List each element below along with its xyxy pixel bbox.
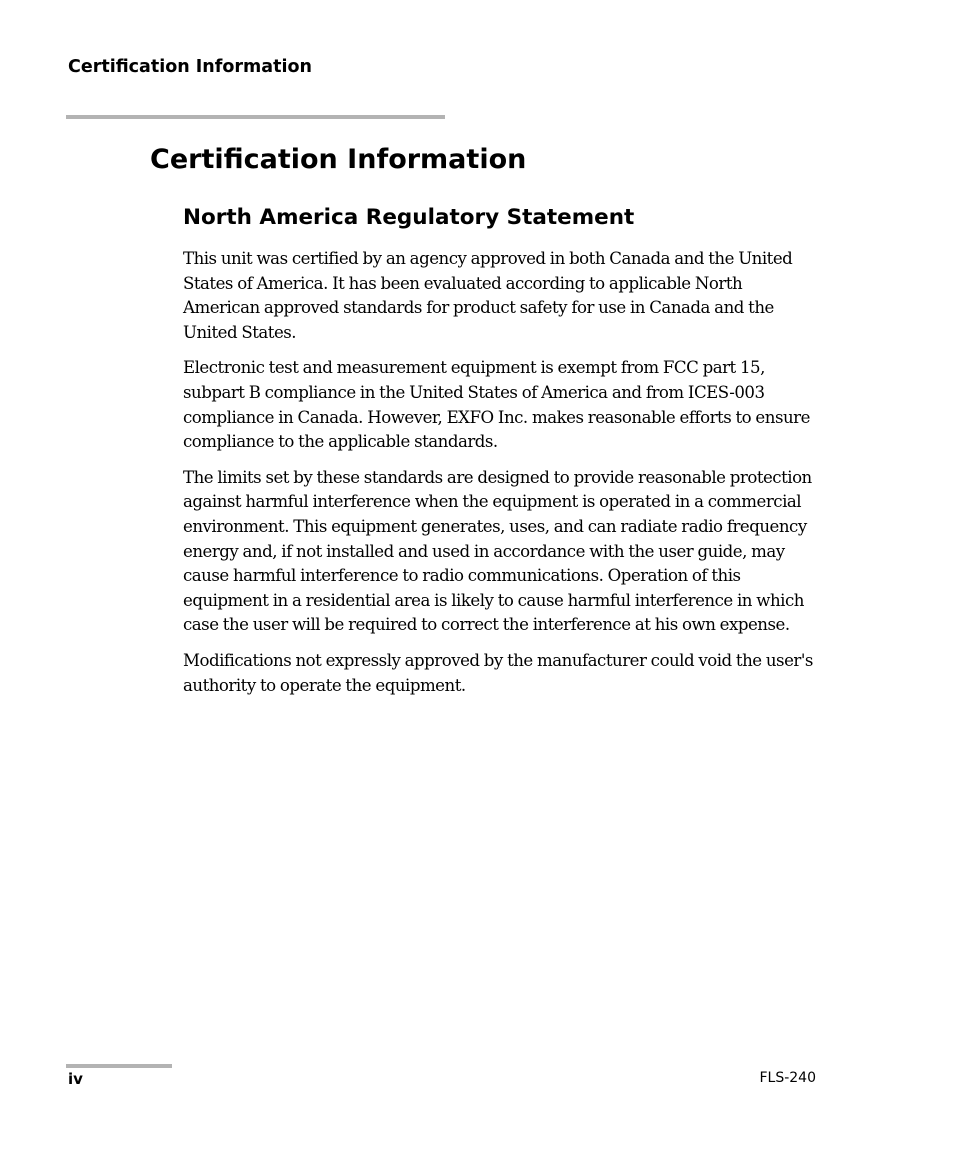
paragraph-interference-limits: The limits set by these standards are designed to provide reasonable protection against harmful interference when the equipment is operated in a commercial environment. This equipment generates, uses, and can radiate radio frequency energy and, if not installed and used in accordance with the user guide, may cause harmful interference to radio communications. Operation of this equipment in a residential area is likely to cause harmful interference in which case the user will be required to correct the interference at his own expense. bbox=[183, 467, 812, 635]
body-text bbox=[183, 247, 823, 709]
chapter-title: Certification Information bbox=[150, 144, 527, 175]
header-divider bbox=[66, 115, 445, 119]
section-title: North America Regulatory Statement bbox=[183, 205, 635, 230]
paragraph-certification: This unit was certified by an agency approved in both Canada and the United States of America. It has been evaluated according to applicable North American approved standards for product safety for use in Canada and the United States. bbox=[183, 249, 793, 342]
page-number: iv bbox=[68, 1070, 83, 1088]
footer-divider bbox=[66, 1064, 172, 1068]
paragraph-fcc-exemption: Electronic test and measurement equipment is exempt from FCC part 15, subpart B compliance in the United States of America and from ICES-003 compliance in Canada. However, EXFO Inc. makes reasonable efforts to ensure compliance to the applicable standards. bbox=[183, 358, 810, 452]
product-name: FLS-240 bbox=[759, 1070, 816, 1086]
running-header: Certification Information bbox=[68, 57, 312, 77]
paragraph-modifications: Modifications not expressly approved by the manufacturer could void the user's authority to operate the equipment. bbox=[183, 650, 813, 695]
